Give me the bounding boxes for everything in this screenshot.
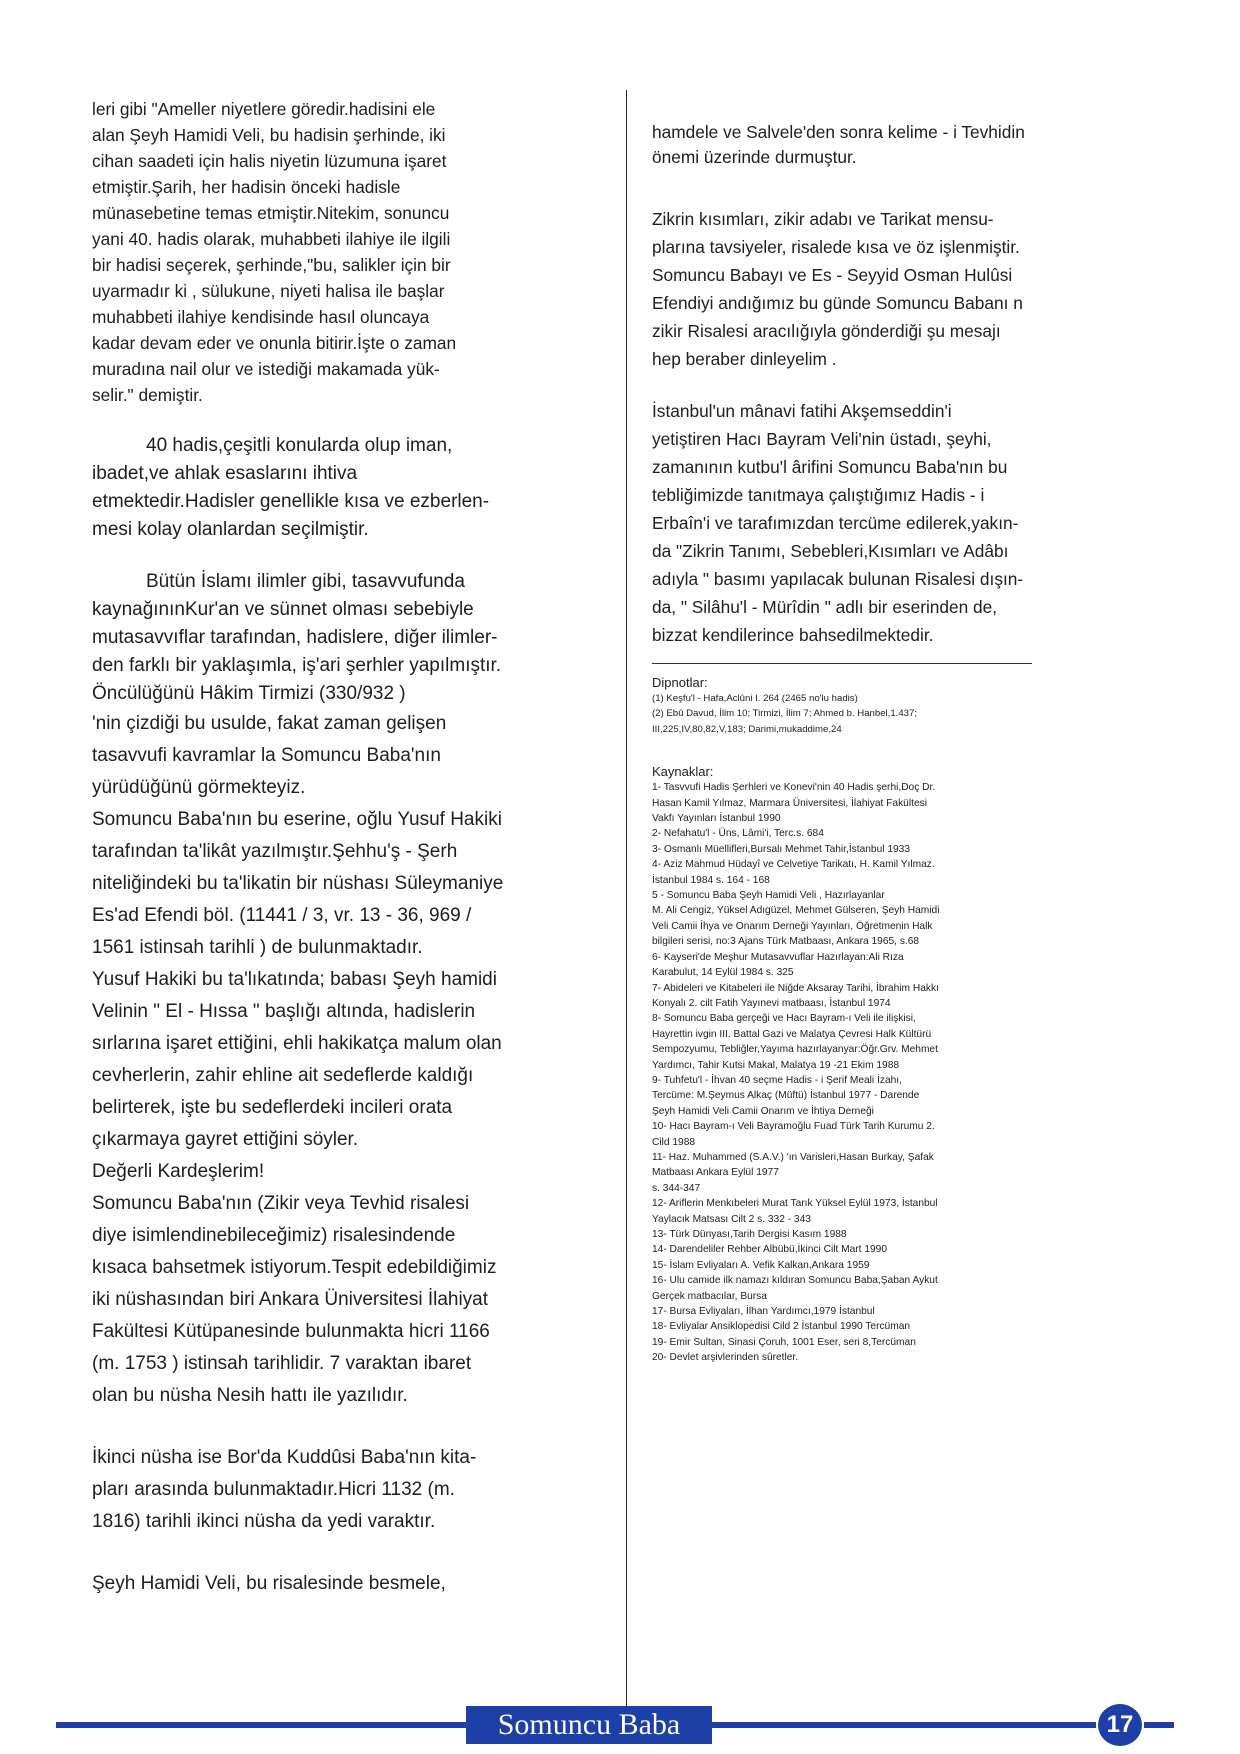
paragraph: İkinci nüsha ise Bor'da Kuddûsi Baba'nın kita- pları arasında bulunmaktadır.Hicri 1132 (m. 1816) tarihli ikinci nüsha da yedi varaktır. bbox=[92, 1447, 477, 1532]
reference-item: 14- Darendeliler Rehber Albübü,İkinci Cilt Mart 1990 bbox=[652, 1244, 887, 1256]
footnote-item: (2) Ebû Davud, İlim 10; Tirmizi, İlim 7; Ahmed b. Hanbel,1.437; III,225,IV,80,82,V,183; Darimi,mukaddime,24 bbox=[652, 708, 918, 735]
references-list bbox=[652, 780, 1152, 1365]
magazine-brand: Somuncu Baba bbox=[466, 1706, 712, 1744]
paragraph: Zikrin kısımları, zikir adabı ve Tarikat mensu- plarına tavsiyeler, risalede kısa ve öz işlenmiştir. Somuncu Babayı ve Es - Seyyid Osman Hulûsi Efendiyi andığımız bu günde Somuncu Babanı n zikir Risalesi aracılığıyla gönderdiği şu mesajı hep beraber dinleyelim . bbox=[652, 209, 1023, 369]
reference-item: 6- Kayseri'de Meşhur Mutasavvuflar Hazırlayan:Ali Rıza Karabulut, 14 Eylül 1984 s. 325 bbox=[652, 951, 904, 979]
paragraph: leri gibi "Ameller niyetlere göredir.hadisini ele alan Şeyh Hamidi Veli, bu hadisin şerhinde, iki cihan saadeti için halis niyetin lüzumuna işaret etmiştir.Şarih, her hadisin önceki hadisle münasebetine temas etmiştir.Nitekim, sonuncu yani 40. hadis olarak, muhabbeti ilahiye ile ilgili bir hadisi seçerek, şerhinde,"bu, salikler için bir uyarmadır ki , sülukune, niyeti halisa ile başlar muhabbeti ilahiye kendisinde hasıl oluncaya kadar devam eder ve onunla bitirir.İşte o zaman muradına nail olur ve istediği makamada yük- selir." demiştir. bbox=[92, 99, 457, 405]
reference-item: 20- Devlet arşivlerinden sûretler. bbox=[652, 1352, 799, 1364]
column-divider bbox=[626, 90, 627, 1738]
reference-item: 3- Osmanlı Müellifleri,Bursalı Mehmet Tahir,İstanbul 1933 bbox=[652, 843, 911, 855]
reference-item: 1- Tasvvufi Hadis Şerhleri ve Konevi'nin 40 Hadis şerhi,Doç Dr. Hasan Kamil Yılmaz, Marmara Üniversitesi, İlahiyat Fakültesi Vakfı Yayınları İstanbul 1990 bbox=[652, 782, 936, 825]
paragraph: 'nin çizdiği bu usulde, fakat zaman gelişen tasavvufi kavramlar la Somuncu Baba'nın yürüdüğünü görmekteyiz. Somuncu Baba'nın bu eserine, oğlu Yusuf Hakiki tarafından ta'likât yazılmıştır.Şehhu'ş - Şerh niteliğindeki bu ta'likatin bir nüshası Süleymaniye Es'ad Efendi böl. (11441 / 3, vr. 13 - 36, 969 / 1561 istinsah tarihli ) de bulunmaktadır. Yusuf Hakiki bu ta'lıkatında; babası Şeyh hamidi Velinin " El - Hıssa " başlığı altında, hadislerin sırlarına işaret ettiğini, ehli hakikatça malum olan cevherlerin, zahir ehline ait sedeflerde kaldığı belirterek, işte bu sedeflerdeki incileri orata çıkarmaya gayret ettiğini söyler. Değerli Kardeşlerim! Somuncu Baba'nın (Zikir veya Tevhid risalesi diye isimlendinebileceğimiz) risalesindende kısaca bahsetmek istiyorum.Tespit edebildiğimiz iki nüshasından biri Ankara Üniversitesi İlahiyat Fakültesi Kütüpanesinde bulunmakta hicri 1166 (m. 1753 ) istinsah tarihlidir. 7 varaktan ibaret olan bu nüsha Nesih hattı ile yazılıdır. bbox=[92, 713, 504, 1406]
footer-rule-right bbox=[712, 1722, 1096, 1728]
reference-item: 11- Haz. Muhammed (S.A.V.) 'ın Varisleri,Hasan Burkay, Şafak Matbaası Ankara Eylül 1977 s. 344-347 bbox=[652, 1151, 934, 1194]
reference-item: 10- Hacı Bayram-ı Veli Bayramoğlu Fuad Türk Tarih Kurumu 2. Cild 1988 bbox=[652, 1121, 935, 1148]
reference-item: 5 - Somuncu Baba Şeyh Hamidi Veli , Hazırlayanlar M. Ali Cengiz, Yüksel Adıgüzel, Mehmet Gülseren, Şeyh Hamidi Veli Camii İhya ve Onarım Derneği Yayınları, Öğretmenin Halk bilgileri serisi, no:3 Ajans Türk Matbaası, Ankara 1965, s.68 bbox=[652, 890, 940, 948]
page-number: 17 bbox=[1098, 1704, 1142, 1746]
right-column bbox=[652, 120, 1152, 1366]
left-column bbox=[92, 96, 598, 1600]
reference-item: 16- Ulu camide ilk namazı kıldıran Somuncu Baba,Şaban Aykut Gerçek matbacılar, Bursa bbox=[652, 1275, 938, 1302]
reference-item: 12- Ariflerin Menkıbeleri Murat Tarık Yüksel Eylül 1973, İstanbul Yaylacık Matsası Cilt 2 s. 332 - 343 bbox=[652, 1198, 938, 1225]
reference-item: 8- Somuncu Baba gerçeği ve Hacı Bayram-ı Veli ile ilişkisi, Hayrettin ivgin III. Battal Gazi ve Malatya Çevresi Halk Kültürü Sempozyumu, Tebliğler,Yayıma hazırlayanyar:Öğr.Grv. Mehmet Yardımcı, Tahir Kutsi Makal, Malatya 19 -21 Ekim 1988 bbox=[652, 1013, 938, 1071]
paragraph: Şeyh Hamidi Veli, bu risalesinde besmele, bbox=[92, 1573, 446, 1594]
reference-item: 18- Evliyalar Ansiklopedisi Cild 2 İstanbul 1990 Tercüman bbox=[652, 1321, 911, 1333]
paragraph: hamdele ve Salvele'den sonra kelime - i Tevhidin önemi üzerinde durmuştur. bbox=[652, 122, 1025, 167]
reference-item: 15- İslam Evliyaları A. Vefik Kalkan,Ankara 1959 bbox=[652, 1259, 870, 1271]
reference-item: 7- Abideleri ve Kitabeleri ile Niğde Aksaray Tarihi, İbrahim Hakkı Konyalı 2. cilt Fatih Yayınevi matbaası, İstanbul 1974 bbox=[652, 982, 939, 1009]
paragraph: 40 hadis,çeşitli konularda olup iman, ibadet,ve ahlak esaslarını ihtiva etmektedir.Hadisler genellikle kısa ve ezberlen- mesi kolay olanlardan seçilmiştir. bbox=[92, 435, 490, 540]
reference-item: 19- Emir Sultan, Sinasi Çoruh, 1001 Eser, seri 8,Tercüman bbox=[652, 1336, 916, 1348]
paragraph: Bütün İslamı ilimler gibi, tasavvufunda kaynağınınKur'an ve sünnet olması sebebiyle mutasavvıflar tarafından, hadislere, diğer ilimler- den farklı bir yaklaşımla, iş'ari şerhler yapılmıştır. Öncülüğünü Hâkim Tirmizi (330/932 ) bbox=[92, 571, 502, 704]
reference-item: 13- Türk Dünyası,Tarih Dergisi Kasım 1988 bbox=[652, 1229, 847, 1240]
reference-item: 4- Aziz Mahmud Hüdayî ve Celvetiye Tarikatı, H. Kamil Yılmaz. İstanbul 1984 s. 164 - 168 bbox=[652, 859, 935, 886]
footer-rule-left bbox=[56, 1722, 466, 1728]
footnote-rule bbox=[652, 663, 1032, 664]
footnotes-title: Dipnotlar: bbox=[652, 675, 708, 690]
paragraph: İstanbul'un mânavi fatihi Akşemseddin'i yetiştiren Hacı Bayram Veli'nin üstadı, şeyhi, zamanının kutbu'l ârifini Somuncu Baba'nın bu tebliğimizde tanıtmaya çalıştığımız Hadis - i Erbaîn'i ve tarafımızdan tercüme edilerek,yakın- da "Zikrin Tanımı, Sebebleri,Kısımları ve Adâbı adıyla " basımı yapılacak bulunan Risalesi dışın- da, " Silâhu'l - Mürîdin " adlı bir eserinden de, bizzat kendilerince bahsedilmektedir. bbox=[652, 401, 1024, 645]
footnote-item: (1) Keşfu'l - Hafa,Aclûni I. 264 (2465 no'lu hadis) bbox=[652, 693, 858, 704]
footer-rule-end bbox=[1144, 1722, 1174, 1728]
reference-item: 2- Nefahatu'l - Üns, Lâmi'i, Terc.s. 684 bbox=[652, 828, 824, 840]
reference-item: 9- Tuhfetu'l - İhvan 40 seçme Hadis - i Şerif Meali İzahı, Tercüme: M.Şeymus Alkaç (Müftü) İstanbul 1977 - Darende Şeyh Hamidi Veli Camii Onarım ve İhtiya Derneği bbox=[652, 1074, 920, 1117]
references-title: Kaynaklar: bbox=[652, 764, 714, 780]
reference-item: 17- Bursa Evliyaları, İlhan Yardımcı,1979 İstanbul bbox=[652, 1306, 875, 1318]
